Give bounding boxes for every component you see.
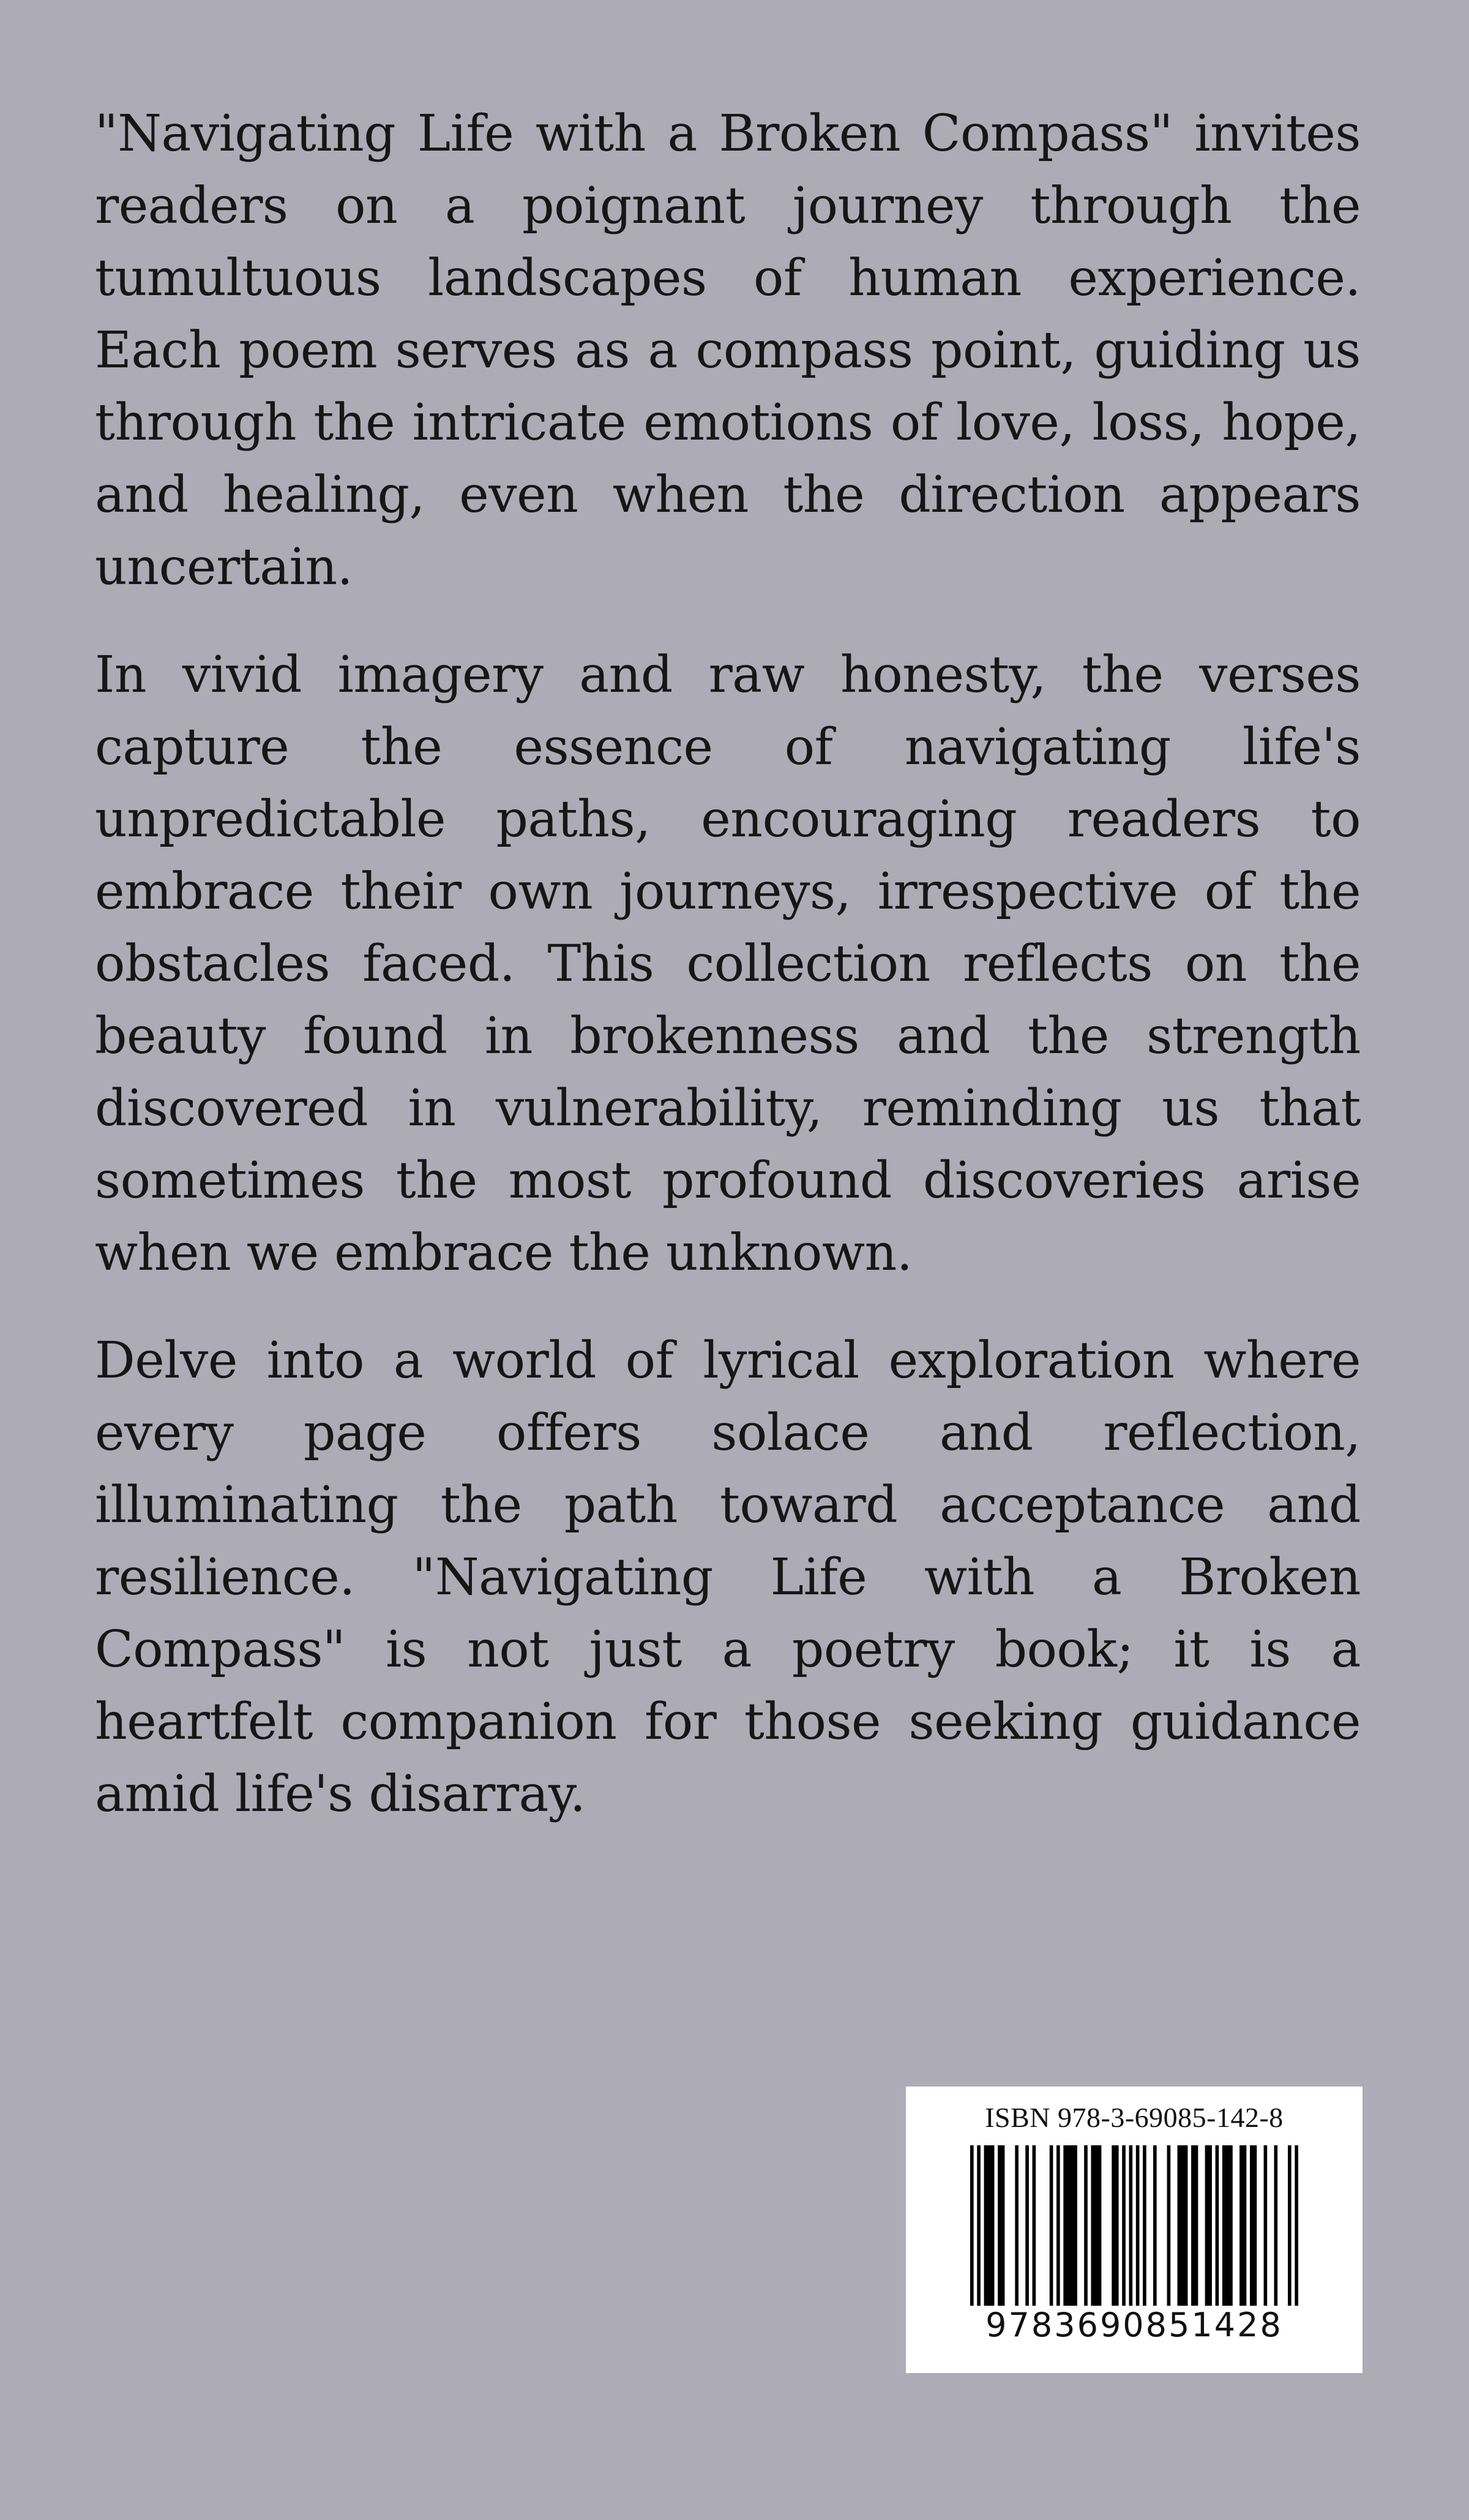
- barcode-bar: [1295, 2145, 1298, 2306]
- barcode-bar: [1122, 2145, 1126, 2306]
- isbn-barcode-box: [906, 2087, 1362, 2373]
- barcode-bar: [1112, 2145, 1118, 2306]
- barcode-bar: [1205, 2145, 1212, 2306]
- barcode-bar: [1264, 2145, 1268, 2306]
- barcode-bar: [1143, 2145, 1146, 2306]
- barcode-bar: [1153, 2145, 1157, 2306]
- back-cover-blurb: [95, 98, 1361, 1866]
- barcode-bar: [1250, 2145, 1257, 2306]
- barcode-bar: [1084, 2145, 1088, 2306]
- barcode-bar: [1178, 2145, 1188, 2306]
- barcode-bar: [1167, 2145, 1171, 2306]
- barcode-bar: [1222, 2145, 1233, 2306]
- barcode-bar: [1033, 2145, 1036, 2306]
- barcode-bar: [977, 2145, 981, 2306]
- isbn-label: ISBN 978-3-69085-142-8: [985, 2102, 1284, 2133]
- barcode-bar: [1129, 2145, 1133, 2306]
- blurb-paragraph-2: In vivid imagery and raw honesty, the verses capture the essence of navigating life's unpredictable paths, encouraging readers to embrace their own journeys, irrespective of the obstacles faced. This collection reflects on the beauty found in brokenness and the strength discovered in vulnerability, reminding us that sometimes the most profound discoveries arise when we embrace the unknown.: [95, 646, 1361, 1282]
- barcode-bar: [1015, 2145, 1019, 2306]
- barcode-bar: [998, 2145, 1004, 2306]
- barcode-bars: [970, 2145, 1298, 2306]
- barcode-bar: [1288, 2145, 1291, 2306]
- barcode-bar: [1216, 2145, 1219, 2306]
- isbn-digits: 9783690851428: [985, 2306, 1283, 2344]
- barcode-bar: [1091, 2145, 1101, 2306]
- barcode-bar: [1025, 2145, 1029, 2306]
- barcode-bar: [1136, 2145, 1140, 2306]
- barcode-bar: [1191, 2145, 1198, 2306]
- barcode-bar: [1239, 2145, 1246, 2306]
- barcode-bar: [1056, 2145, 1060, 2306]
- barcode-bar: [1050, 2145, 1053, 2306]
- blurb-paragraph-1: "Navigating Life with a Broken Compass" invites readers on a poignant journey through the tumultuous landscapes of human experience. Each poem serves as a compass point, guiding us through the intricate emotions of love, loss, hope, and healing, even when the direction appears uncertain.: [95, 105, 1361, 596]
- barcode-bar: [1063, 2145, 1077, 2306]
- barcode-bar: [984, 2145, 995, 2306]
- barcode-bar: [1274, 2145, 1278, 2306]
- barcode-bar: [970, 2145, 974, 2306]
- blurb-paragraph-3: Delve into a world of lyrical exploration where every page offers solace and reflection, illuminating the path toward acceptance and resilience. "Navigating Life with a Broken Compass" is not just a poetry book; it is a heartfelt companion for those seeking guidance amid life's disarray.: [95, 1332, 1361, 1823]
